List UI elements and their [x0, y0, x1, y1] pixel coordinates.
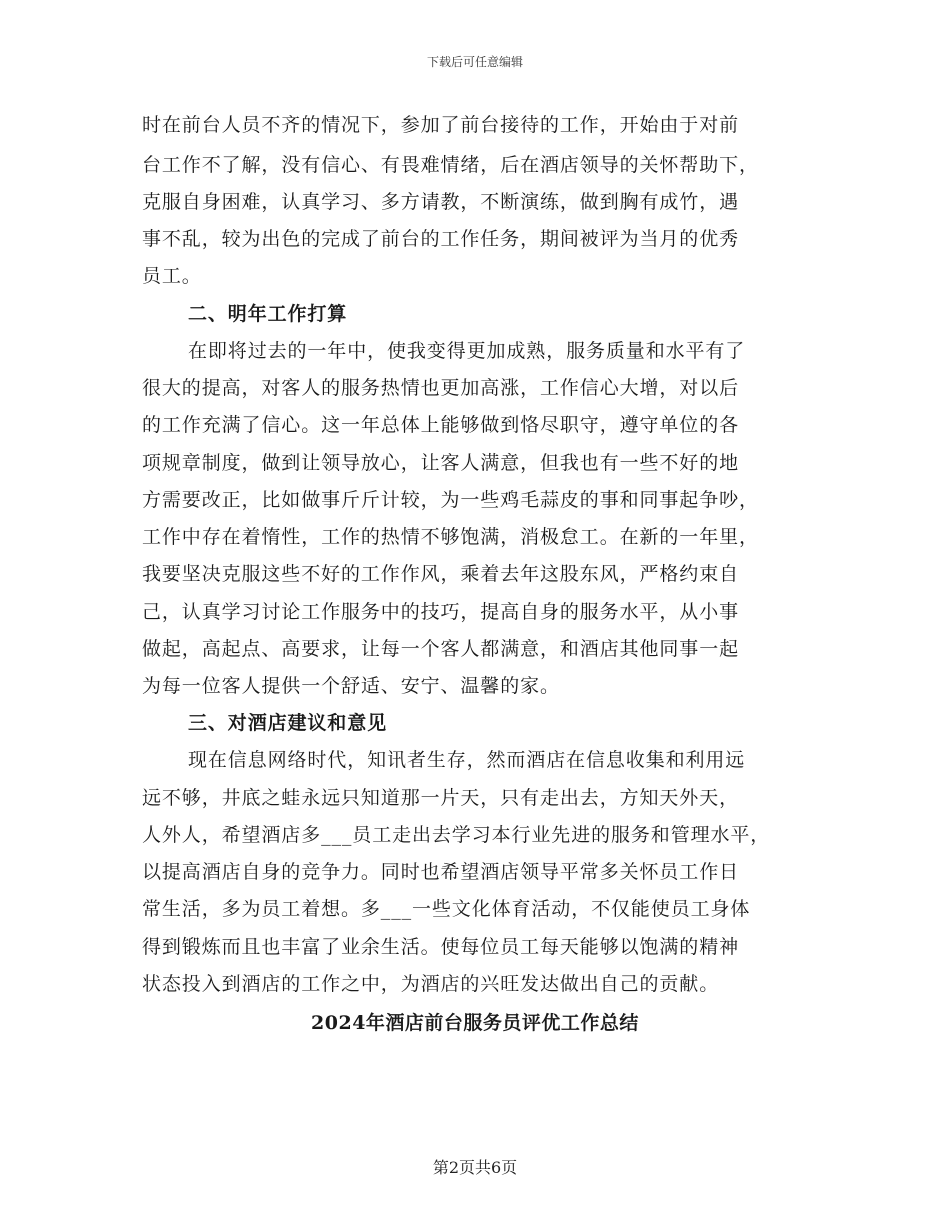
- body-line: 远不够，井底之蛙永远只知道那一片天，只有走出去，方知天外天，: [142, 787, 740, 809]
- page-number: 第2页共6页: [432, 1158, 518, 1177]
- body-line: 工作中存在着惰性，工作的热情不够饱满，消极怠工。在新的一年里，: [142, 526, 759, 548]
- body-line: 方需要改正，比如做事斤斤计较，为一些鸡毛蒜皮的事和同事起争吵，: [142, 489, 759, 511]
- section-heading-plan: 二、明年工作打算: [188, 303, 348, 325]
- body-line: 事不乱，较为出色的完成了前台的工作任务，期间被评为当月的优秀: [142, 228, 740, 250]
- body-line: 为每一位客人提供一个舒适、安宁、温馨的家。: [142, 675, 560, 697]
- section-heading-suggestions: 三、对酒店建议和意见: [188, 712, 388, 734]
- body-line: 台工作不了解，没有信心、有畏难情绪，后在酒店领导的关怀帮助下，: [142, 154, 759, 176]
- body-line: 我要坚决克服这些不好的工作作风，乘着去年这股东风，严格约束自: [142, 563, 740, 585]
- body-line: 现在信息网络时代，知讯者生存，然而酒店在信息收集和利用远: [188, 749, 746, 771]
- body-line: 克服自身困难，认真学习、多方请教，不断演练，做到胸有成竹，遇: [142, 191, 740, 213]
- body-line: 做起，高起点、高要求，让每一个客人都满意，和酒店其他同事一起: [142, 638, 740, 660]
- body-line: 项规章制度，做到让领导放心，让客人满意，但我也有一些不好的地: [142, 452, 740, 474]
- body-line: 员工。: [142, 265, 202, 287]
- body-line: 得到锻炼而且也丰富了业余生活。使每位员工每天能够以饱满的精神: [142, 936, 740, 958]
- body-line: 己，认真学习讨论工作服务中的技巧，提高自身的服务水平，从小事: [142, 601, 740, 623]
- body-line: 以提高酒店自身的竞争力。同时也希望酒店领导平常多关怀员工作日: [142, 861, 740, 883]
- page-header-note: 下载后可任意编辑: [426, 55, 523, 69]
- body-line: 的工作充满了信心。这一年总体上能够做到恪尽职守，遵守单位的各: [142, 414, 740, 436]
- body-line: 在即将过去的一年中，使我变得更加成熟，服务质量和水平有了: [188, 340, 746, 362]
- body-line: 人外人，希望酒店多___员工走出去学习本行业先进的服务和管理水平，: [142, 824, 771, 846]
- body-line: 很大的提高，对客人的服务热情也更加高涨，工作信心大增，对以后: [142, 377, 740, 399]
- body-line: 常生活，多为员工着想。多___一些文化体育活动，不仅能使员工身体: [142, 898, 751, 920]
- body-line: 时在前台人员不齐的情况下，参加了前台接待的工作，开始由于对前: [142, 114, 740, 136]
- document-title: 2024年酒店前台服务员评优工作总结: [311, 1012, 639, 1034]
- body-line: 状态投入到酒店的工作之中，为酒店的兴旺发达做出自己的贡献。: [142, 973, 720, 995]
